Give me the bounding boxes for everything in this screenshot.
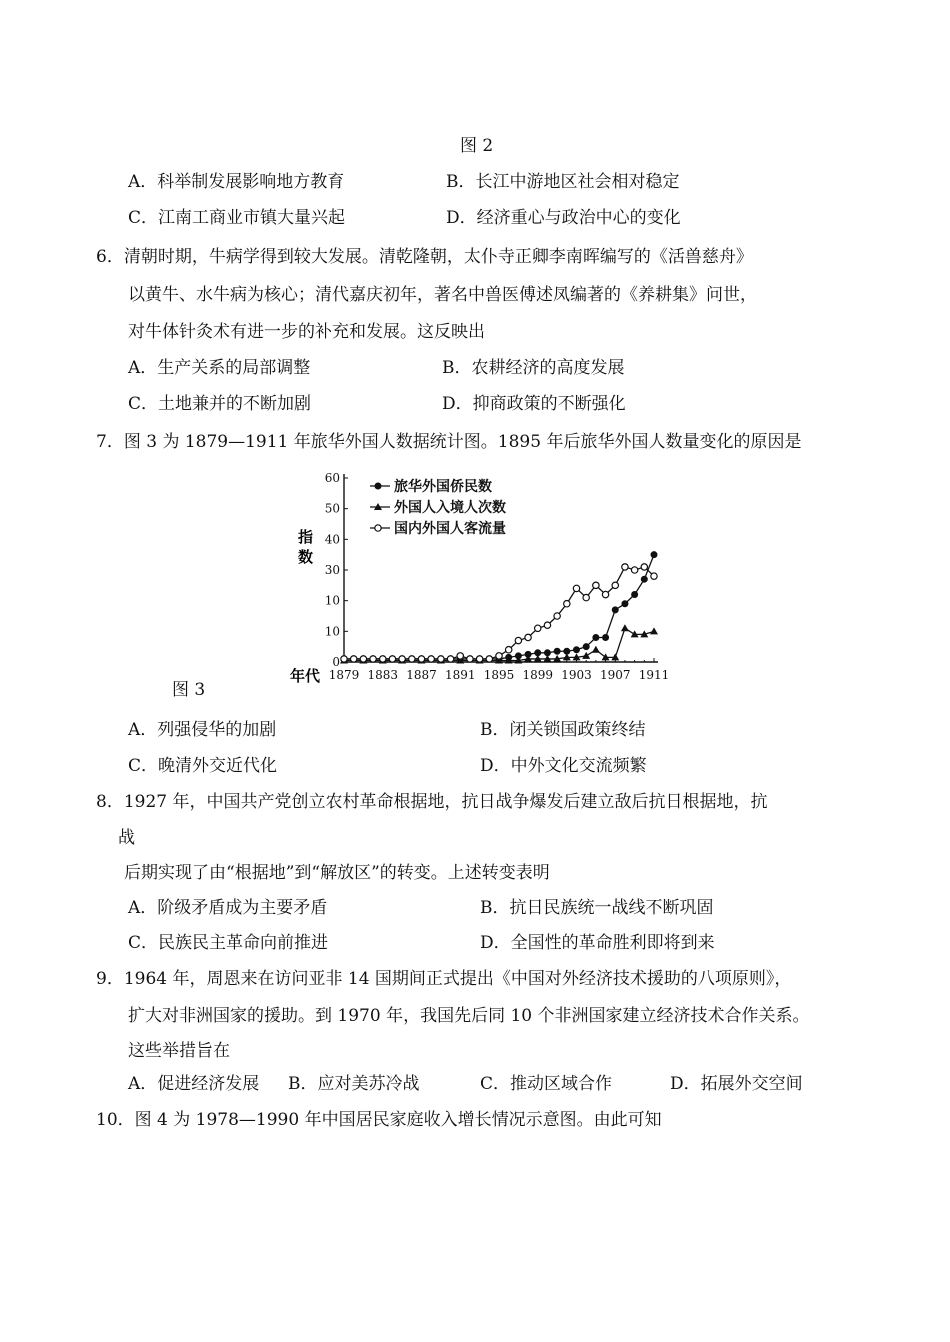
chart-series-3 bbox=[341, 564, 657, 662]
chart-data-point bbox=[457, 653, 463, 659]
chart-x-tick-label: 1911 bbox=[638, 668, 670, 682]
chart-data-point bbox=[554, 648, 560, 654]
chart-data-point bbox=[612, 607, 618, 613]
q8-option-b: B．抗日民族统一战线不断巩固 bbox=[480, 898, 714, 918]
chart-data-point bbox=[535, 650, 541, 656]
q5-option-c: C．江南工商业市镇大量兴起 bbox=[128, 208, 346, 228]
chart-x-tick-label: 1887 bbox=[406, 668, 437, 682]
chart-data-point bbox=[582, 652, 590, 659]
q10-stem: 10．图 4 为 1978—1990 年中国居民家庭收入增长情况示意图。由此可知 bbox=[96, 1110, 662, 1130]
chart-data-point bbox=[476, 656, 482, 662]
chart-data-point bbox=[632, 592, 638, 598]
chart-data-point bbox=[389, 656, 395, 662]
q6-option-d: D．抑商政策的不断强化 bbox=[442, 394, 626, 414]
q9-stem-line-2: 扩大对非洲国家的援助。到 1970 年，我国先后同 10 个非洲国家建立经济技术合作关系。 bbox=[128, 1006, 810, 1026]
q7-stem: 7．图 3 为 1879—1911 年旅华外国人数据统计图。1895 年后旅华外国人数量变化的原因是 bbox=[96, 432, 802, 452]
q8-option-a: A．阶级矛盾成为主要矛盾 bbox=[128, 898, 328, 918]
chart-legend bbox=[370, 478, 506, 537]
chart-data-point bbox=[651, 573, 657, 579]
chart-y-tick-label: 60 bbox=[324, 471, 340, 485]
q8-option-d: D．全国性的革命胜利即将到来 bbox=[480, 933, 715, 953]
chart-x-tick-label: 1883 bbox=[367, 668, 399, 682]
chart-data-point bbox=[622, 601, 628, 607]
chart-data-point bbox=[573, 585, 579, 591]
chart-data-point bbox=[603, 634, 609, 640]
chart-xlabel: 年代 bbox=[290, 667, 321, 685]
chart-data-point bbox=[409, 656, 415, 662]
q9-stem-line-1: 9．1964 年，周恩来在访问亚非 14 国期间正式提出《中国对外经济技术援助的八项原则》， bbox=[96, 969, 792, 989]
q7-option-b: B．闭关锁国政策终结 bbox=[480, 720, 646, 740]
chart-data-point bbox=[380, 656, 386, 662]
chart-data-point bbox=[438, 656, 444, 662]
chart-data-point bbox=[593, 634, 599, 640]
chart-data-point bbox=[544, 650, 550, 656]
q8-stem-line-1: 8．1927 年，中国共产党创立农村革命根据地，抗日战争爆发后建立敌后抗日根据地，抗 bbox=[96, 792, 768, 812]
chart-data-point bbox=[525, 634, 531, 640]
chart-data-point bbox=[505, 647, 511, 653]
chart-x-tick-label: 1891 bbox=[444, 668, 476, 682]
chart-data-point bbox=[447, 656, 453, 662]
chart-y-tick-label: 0 bbox=[332, 655, 340, 669]
chart-data-point bbox=[631, 567, 637, 573]
chart-data-point bbox=[592, 646, 600, 653]
chart-data-point bbox=[650, 627, 658, 634]
chart-y-tick-label: 30 bbox=[324, 563, 340, 577]
chart-data-point bbox=[467, 656, 473, 662]
chart-data-point bbox=[574, 647, 580, 653]
q6-option-c: C．土地兼并的不断加剧 bbox=[128, 394, 312, 414]
chart-data-point bbox=[621, 624, 629, 631]
chart-data-point bbox=[341, 656, 347, 662]
q7-option-d: D．中外文化交流频繁 bbox=[480, 756, 647, 776]
q8-stem-line-3: 后期实现了由“根据地”到“解放区”的转变。上述转变表明 bbox=[124, 863, 550, 883]
chart-series-line bbox=[344, 555, 654, 659]
q6-stem-line-3: 对牛体针灸术有进一步的补充和发展。这反映出 bbox=[128, 322, 485, 342]
chart-data-point bbox=[564, 648, 570, 654]
chart-legend-label: 旅华外国侨民数 bbox=[394, 479, 492, 495]
chart-x-tick-label: 1879 bbox=[328, 668, 360, 682]
q6-option-b: B．农耕经济的高度发展 bbox=[442, 358, 625, 378]
chart-data-point bbox=[564, 601, 570, 607]
q5-option-b: B．长江中游地区社会相对稳定 bbox=[446, 172, 680, 192]
chart-series-line bbox=[344, 567, 654, 659]
q9-stem-line-3: 这些举措旨在 bbox=[128, 1041, 230, 1061]
chart-legend-marker bbox=[375, 483, 381, 489]
chart-data-point bbox=[641, 564, 647, 570]
q7-option-c: C．晚清外交近代化 bbox=[128, 756, 278, 776]
q9-option-a: A．促进经济发展 bbox=[128, 1074, 260, 1094]
q6-stem-line-1: 6．清朝时期，牛病学得到较大发展。清乾隆朝，太仆寺正卿李南晖编写的《活兽慈舟》 bbox=[96, 247, 753, 267]
q8-stem-line-2: 战 bbox=[118, 828, 135, 848]
chart-legend-label: 国内外国人客流量 bbox=[394, 521, 506, 537]
chart-data-point bbox=[535, 625, 541, 631]
q9-option-d: D．拓展外交空间 bbox=[670, 1074, 803, 1094]
chart-series bbox=[340, 552, 658, 664]
figure-3-chart bbox=[286, 462, 678, 694]
chart-data-point bbox=[622, 564, 628, 570]
chart-data-point bbox=[360, 656, 366, 662]
q5-option-d: D．经济重心与政治中心的变化 bbox=[446, 208, 681, 228]
chart-data-point bbox=[602, 591, 608, 597]
chart-x-tick-label: 1907 bbox=[599, 668, 631, 682]
figure-2-caption: 图 2 bbox=[460, 136, 494, 156]
chart-data-point bbox=[515, 637, 521, 643]
chart-data-point bbox=[641, 576, 647, 582]
chart-data-point bbox=[583, 644, 589, 650]
chart-y-tick-label: 10 bbox=[324, 624, 340, 639]
q5-option-a: A．科举制发展影响地方教育 bbox=[128, 172, 345, 192]
chart-ylabel-char-1: 指 bbox=[298, 528, 314, 546]
chart-data-point bbox=[554, 613, 560, 619]
q8-option-c: C．民族民主革命向前推进 bbox=[128, 933, 329, 953]
chart-series-1 bbox=[341, 552, 657, 662]
chart-data-point bbox=[593, 582, 599, 588]
chart-y-tick-label: 40 bbox=[324, 532, 340, 547]
chart-data-point bbox=[418, 656, 424, 662]
figure-3-caption: 图 3 bbox=[172, 680, 206, 700]
q9-option-c: C．推动区域合作 bbox=[480, 1074, 613, 1094]
chart-data-point bbox=[486, 656, 492, 662]
chart-data-point bbox=[651, 552, 657, 558]
chart-y-tick-label: 10 bbox=[324, 593, 340, 608]
q6-option-a: A．生产关系的局部调整 bbox=[128, 358, 311, 378]
chart-x-tick-label: 1895 bbox=[483, 668, 515, 682]
chart-data-point bbox=[370, 656, 376, 662]
chart-ylabel-char-2: 数 bbox=[298, 548, 314, 566]
chart-legend-marker bbox=[375, 525, 381, 531]
chart-y-tick-label: 50 bbox=[324, 501, 340, 516]
chart-data-point bbox=[350, 656, 356, 662]
q7-option-a: A．列强侵华的加剧 bbox=[128, 720, 277, 740]
chart-data-point bbox=[583, 594, 589, 600]
chart-x-tick-label: 1903 bbox=[561, 668, 592, 682]
chart-legend-label: 外国人入境人次数 bbox=[394, 500, 506, 516]
q6-stem-line-2: 以黄牛、水牛病为核心；清代嘉庆初年，著名中兽医傅述凤编著的《养耕集》问世， bbox=[128, 285, 757, 305]
chart-data-point bbox=[544, 622, 550, 628]
chart-data-point bbox=[428, 656, 434, 662]
chart-x-tick-label: 1899 bbox=[522, 668, 554, 682]
q9-option-b: B．应对美苏冷战 bbox=[288, 1074, 420, 1094]
chart-data-point bbox=[399, 656, 405, 662]
chart-data-point bbox=[496, 653, 502, 659]
chart-data-point bbox=[612, 582, 618, 588]
